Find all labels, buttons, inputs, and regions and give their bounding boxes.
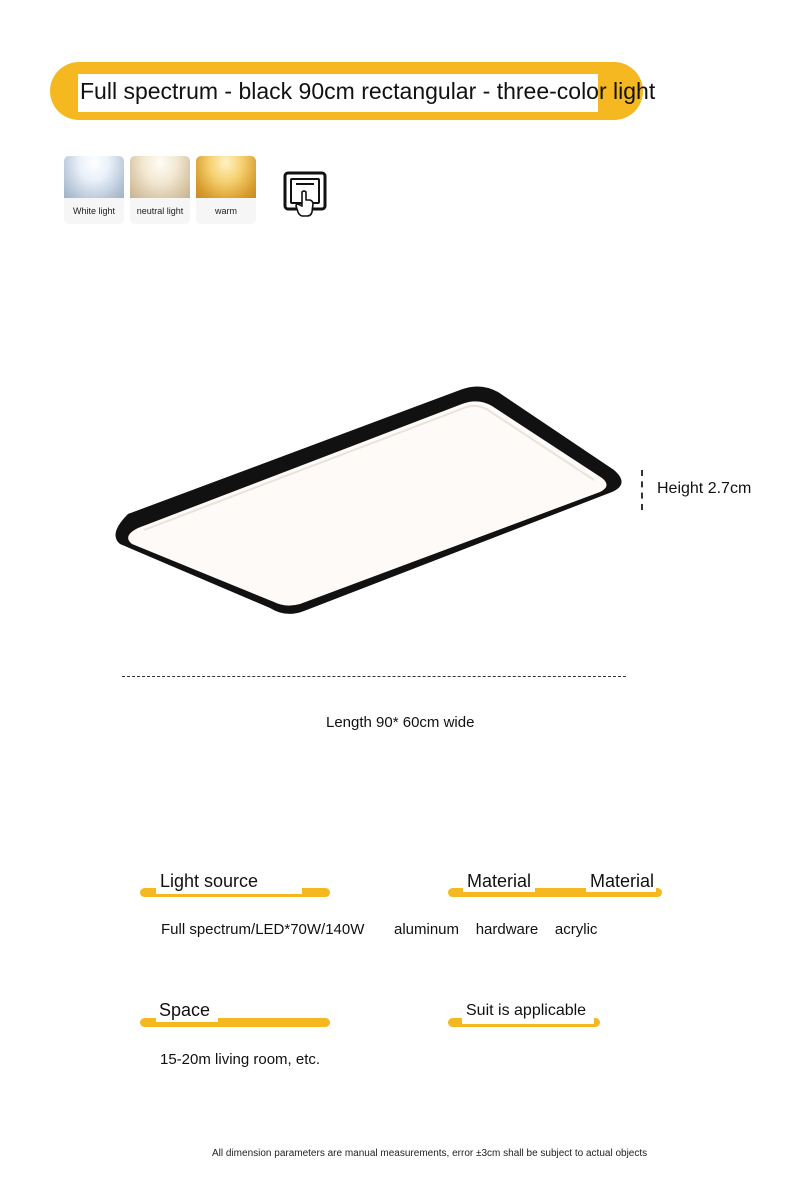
space-value: 15-20m living room, etc.	[160, 1051, 321, 1068]
white-light-label: White light	[64, 198, 124, 224]
neutral-light-swatch	[130, 156, 190, 224]
touch-switch-icon	[282, 170, 328, 220]
light-source-value: Full spectrum/LED*70W/140W	[161, 921, 365, 938]
light-source-label: Light source	[160, 871, 259, 891]
length-dimension: Length 90* 60cm wide	[326, 714, 475, 731]
warm-light-label: warm	[196, 198, 256, 224]
material-value: aluminum hardware acrylic	[394, 921, 598, 938]
height-marker	[641, 470, 643, 510]
ceiling-lamp-illustration	[100, 370, 660, 630]
length-marker	[122, 676, 626, 677]
suit-label: Suit is applicable	[466, 1002, 587, 1019]
material-label-2: Material	[590, 871, 655, 891]
warm-light-swatch	[196, 156, 256, 224]
neutral-light-glow	[130, 156, 190, 198]
space-label: Space	[159, 1000, 211, 1020]
white-light-swatch	[64, 156, 124, 224]
footnote: All dimension parameters are manual measurements, error ±3cm shall be subject to actual objects	[212, 1148, 648, 1159]
height-dimension: Height 2.7cm	[657, 480, 752, 497]
material-label-1: Material	[467, 871, 532, 891]
neutral-light-label: neutral light	[130, 198, 190, 224]
white-light-glow	[64, 156, 124, 198]
product-title: Full spectrum - black 90cm rectangular - three-color light	[80, 78, 656, 104]
warm-light-glow	[196, 156, 256, 198]
